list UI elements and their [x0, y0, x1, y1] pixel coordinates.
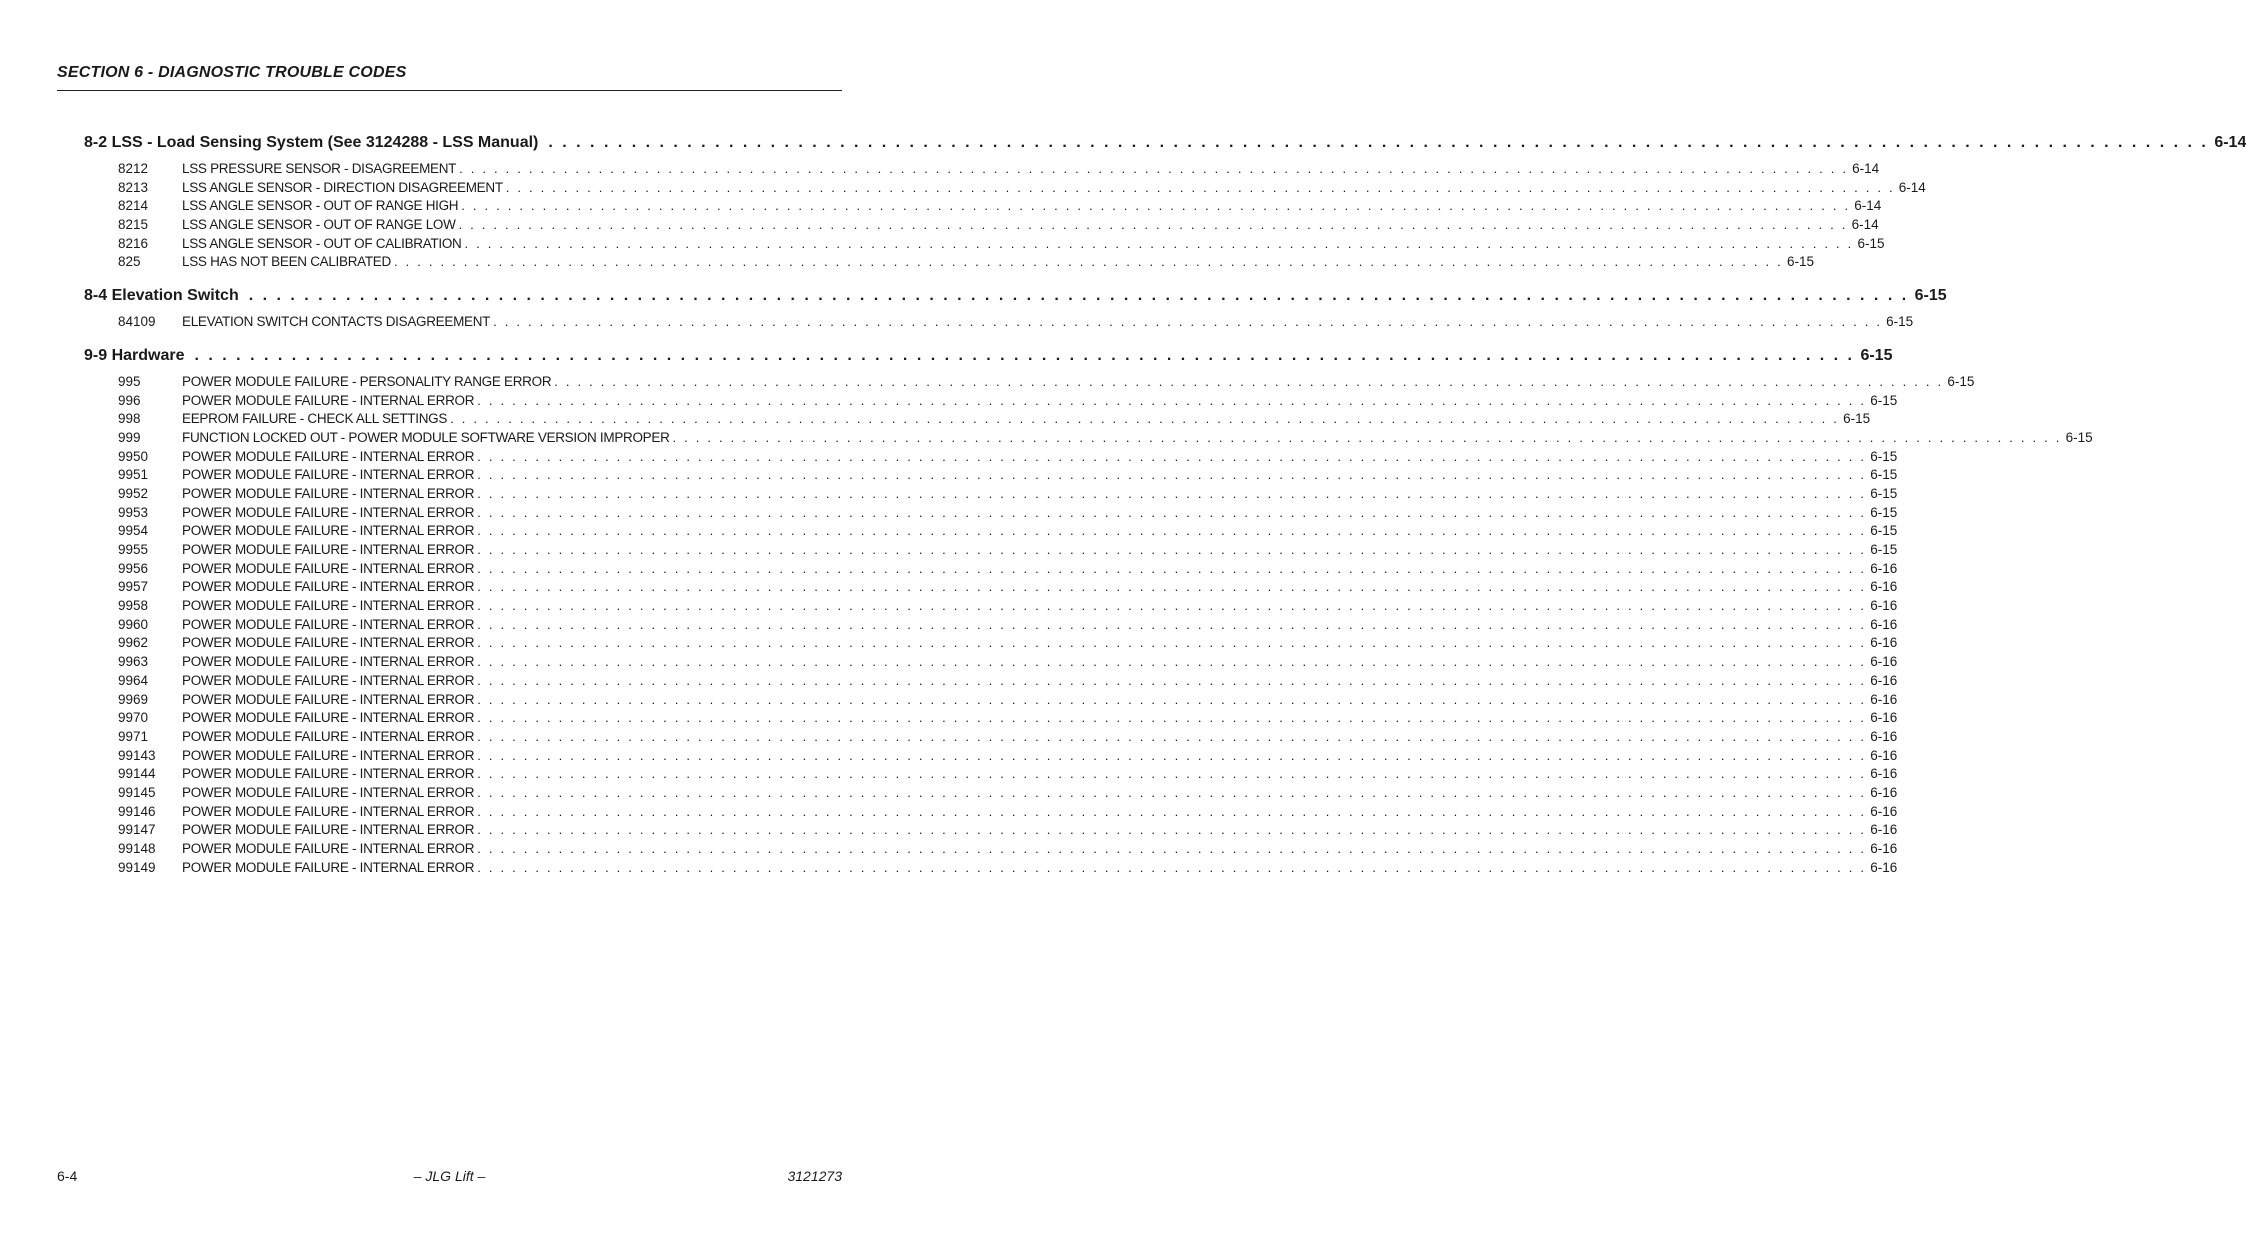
- fault-code: 9962: [118, 635, 149, 651]
- entry-page: 6-15: [1870, 392, 1898, 408]
- page-header: [57, 64, 842, 82]
- dot-leader: . . . . . . . . . . . . . . . . . . . . . . . . . . . . . . . . . . . . . . . . . . . . . . . . . . . . . . . . . . . . . . . . . . . . . . . . . . . . . . . . . . . . . . . . . . . . . . . . . . . . . . . . . . . . . . . . . . . . . . . .: [477, 728, 1867, 744]
- fault-description: POWER MODULE FAILURE - PERSONALITY RANGE ERROR: [182, 373, 552, 389]
- entry-page: 6-16: [1870, 672, 1898, 688]
- fault-code: 99146: [118, 803, 156, 819]
- fault-code: 8215: [118, 217, 149, 233]
- fault-code: 9957: [118, 579, 149, 595]
- fault-description: POWER MODULE FAILURE - INTERNAL ERROR: [182, 672, 475, 688]
- dot-leader: . . . . . . . . . . . . . . . . . . . . . . . . . . . . . . . . . . . . . . . . . . . . . . . . . . . . . . . . . . . . . . . . . . . . . . . . . . . . . . . . . . . . . . . . . . . . . . . . . . . . . . . . . . . . . . . . . . . . . . . .: [477, 485, 1867, 501]
- dot-leader: . . . . . . . . . . . . . . . . . . . . . . . . . . . . . . . . . . . . . . . . . . . . . . . . . . . . . . . . . . . . . . . . . . . . . . . . . . . . . . . . . . . . . . . . . . . . . . . . . . . . . . . . . . . . . . . . . . . . . . . .: [477, 841, 1867, 856]
- toc-entry: [84, 784, 1898, 804]
- entry-page: 6-16: [1870, 579, 1898, 595]
- dot-leader: . . . . . . . . . . . . . . . . . . . . . . . . . . . . . . . . . . . . . . . . . . . . . . . . . . . . . . . . . . . . . . . . . . . . . . . . . . . . . . . . . . . . . . . . . . . . . . . . . . . . . . . . . . . . . . . . . . . . . . . .: [477, 560, 1867, 576]
- fault-description: POWER MODULE FAILURE - INTERNAL ERROR: [182, 691, 475, 707]
- entry-page: 6-15: [1787, 254, 1815, 270]
- fault-description: FUNCTION LOCKED OUT - POWER MODULE SOFTWARE VERSION IMPROPER: [182, 429, 670, 445]
- fault-code: 825: [118, 254, 141, 270]
- dot-leader: . . . . . . . . . . . . . . . . . . . . . . . . . . . . . . . . . . . . . . . . . . . . . . . . . . . . . . . . . . . . . . . . . . . . . . . . . . . . . . . . . . . . . . . . . . . . . . . . . . . . . . . . . . . . . . . . . . . . . . . .: [477, 859, 1867, 875]
- dot-leader: . . . . . . . . . . . . . . . . . . . . . . . . . . . . . . . . . . . . . . . . . . . . . . . . . . . . . . . . . . . . . . . . . . . . . . . . . . . . . . . . . . . . . . . . . . . . . . . . . . . . . . . . . . . . . . . . . . . . . . . .: [450, 411, 1840, 427]
- entry-page: 6-16: [1870, 859, 1898, 875]
- toc-entry-list: [84, 161, 1926, 273]
- table-of-contents: [84, 134, 2246, 892]
- fault-code: 9953: [118, 504, 149, 520]
- toc-entry: [84, 803, 1898, 823]
- toc-entry: [84, 198, 1882, 217]
- fault-code: 9956: [118, 560, 149, 576]
- toc-entry: [84, 710, 1898, 729]
- dot-leader: . . . . . . . . . . . . . . . . . . . . . . . . . . . . . . . . . . . . . . . . . . . . . . . . . . . . . . . . . . . . . . . . . . . . . . . . . . . . . . . . . . . . . . . . . . . . . . . . . . . . . . . . . . . . . . . . . . . . . . . .: [477, 691, 1867, 707]
- toc-entry-list: [84, 373, 2093, 879]
- toc-section-title: 8-4 Elevation Switch: [84, 287, 239, 305]
- entry-page: 6-16: [1870, 803, 1898, 819]
- toc-entry: [84, 672, 1898, 692]
- toc-section-page: 6-14: [2214, 134, 2246, 151]
- toc-entry: [84, 766, 1898, 785]
- toc-section: [84, 287, 1947, 333]
- header-rule: [57, 90, 842, 91]
- toc-entry: [84, 523, 1898, 542]
- toc-entry: [84, 635, 1898, 654]
- entry-page: 6-15: [1870, 448, 1898, 464]
- dot-leader: . . . . . . . . . . . . . . . . . . . . . . . . . . . . . . . . . . . . . . . . . . . . . . . . . . . . . . . . . . . . . . . . . . . . . . . . . . . . . . . . . . . . . . . . . . . . . . . . . . . . . . . . . . . . . . . . . . . . . . . .: [459, 161, 1849, 176]
- toc-section-heading: [84, 287, 1947, 309]
- dot-leader: . . . . . . . . . . . . . . . . . . . . . . . . . . . . . . . . . . . . . . . . . . . . . . . . . . . . . . . . . . . . . . . . . . . . . . . . . . . . . . . . . . . . . . . . . . . . . . . . . . . . . . . . . . . . . . . . . . . . . . . .: [672, 429, 2062, 445]
- fault-code: 998: [118, 411, 141, 427]
- dot-leader: . . . . . . . . . . . . . . . . . . . . . . . . . . . . . . . . . . . . . . . . . . . . . . . . . . . . . . . . . . . . . . . . . . . . . . . . . . . . . . . . . . . . . . . . . . . . . . . . . . . . . . . . . . . . . . . . . . . . . . . .: [194, 346, 1855, 364]
- fault-code: 9971: [118, 728, 149, 744]
- fault-description: POWER MODULE FAILURE - INTERNAL ERROR: [182, 504, 475, 520]
- fault-description: POWER MODULE FAILURE - INTERNAL ERROR: [182, 784, 475, 800]
- entry-page: 6-16: [1870, 616, 1898, 632]
- fault-description: POWER MODULE FAILURE - INTERNAL ERROR: [182, 710, 475, 726]
- fault-code: 99143: [118, 747, 156, 763]
- toc-entry: [84, 579, 1898, 598]
- toc-entry: [84, 314, 1914, 333]
- footer-page-number: 6-4: [57, 1168, 78, 1184]
- dot-leader: . . . . . . . . . . . . . . . . . . . . . . . . . . . . . . . . . . . . . . . . . . . . . . . . . . . . . . . . . . . . . . . . . . . . . . . . . . . . . . . . . . . . . . . . . . . . . . . . . . . . . . . . . . . . . . . . . . . . . . . .: [477, 803, 1867, 819]
- dot-leader: . . . . . . . . . . . . . . . . . . . . . . . . . . . . . . . . . . . . . . . . . . . . . . . . . . . . . . . . . . . . . . . . . . . . . . . . . . . . . . . . . . . . . . . . . . . . . . . . . . . . . . . . . . . . . . . . . . . . . . . .: [464, 235, 1854, 251]
- dot-leader: . . . . . . . . . . . . . . . . . . . . . . . . . . . . . . . . . . . . . . . . . . . . . . . . . . . . . . . . . . . . . . . . . . . . . . . . . . . . . . . . . . . . . . . . . . . . . . . . . . . . . . . . . . . . . . . . . . . . . . . .: [477, 542, 1867, 557]
- fault-description: LSS ANGLE SENSOR - OUT OF CALIBRATION: [182, 235, 462, 251]
- entry-page: 6-15: [1870, 467, 1898, 483]
- entry-page: 6-16: [1870, 710, 1898, 726]
- footer-publisher: – JLG Lift –: [413, 1168, 486, 1184]
- dot-leader: . . . . . . . . . . . . . . . . . . . . . . . . . . . . . . . . . . . . . . . . . . . . . . . . . . . . . . . . . . . . . . . . . . . . . . . . . . . . . . . . . . . . . . . . . . . . . . . . . . . . . . . . . . . . . . . . . . . . . . . .: [554, 373, 1944, 389]
- entry-page: 6-16: [1870, 728, 1898, 744]
- fault-code: 99147: [118, 822, 156, 838]
- dot-leader: . . . . . . . . . . . . . . . . . . . . . . . . . . . . . . . . . . . . . . . . . . . . . . . . . . . . . . . . . . . . . . . . . . . . . . . . . . . . . . . . . . . . . . . . . . . . . . . . . . . . . . . . . . . . . . . . . . . . . . . .: [393, 254, 1783, 270]
- toc-entry: [84, 822, 1898, 841]
- fault-description: POWER MODULE FAILURE - INTERNAL ERROR: [182, 467, 475, 483]
- toc-entry: [84, 411, 1871, 430]
- entry-page: 6-15: [1886, 314, 1914, 330]
- fault-description: LSS ANGLE SENSOR - DIRECTION DISAGREEMENT: [182, 179, 503, 195]
- entry-page: 6-14: [1854, 198, 1882, 214]
- dot-leader: . . . . . . . . . . . . . . . . . . . . . . . . . . . . . . . . . . . . . . . . . . . . . . . . . . . . . . . . . . . . . . . . . . . . . . . . . . . . . . . . . . . . . . . . . . . . . . . . . . . . . . . . . . . . . . . . . . . . . . . .: [477, 579, 1867, 595]
- fault-code: 995: [118, 373, 141, 389]
- dot-leader: . . . . . . . . . . . . . . . . . . . . . . . . . . . . . . . . . . . . . . . . . . . . . . . . . . . . . . . . . . . . . . . . . . . . . . . . . . . . . . . . . . . . . . . . . . . . . . . . . . . . . . . . . . . . . . . . . . . . . . . .: [477, 598, 1867, 614]
- dot-leader: . . . . . . . . . . . . . . . . . . . . . . . . . . . . . . . . . . . . . . . . . . . . . . . . . . . . . . . . . . . . . . . . . . . . . . . . . . . . . . . . . . . . . . . . . . . . . . . . . . . . . . . . . . . . . . . . . . . . . . . .: [477, 523, 1867, 539]
- entry-page: 6-15: [1843, 411, 1871, 427]
- fault-code: 8213: [118, 179, 149, 195]
- entry-page: 6-15: [1870, 504, 1898, 520]
- entry-page: 6-15: [1870, 542, 1898, 557]
- entry-page: 6-14: [1851, 217, 1879, 233]
- fault-code: 9970: [118, 710, 149, 726]
- toc-entry: [84, 598, 1898, 617]
- fault-description: POWER MODULE FAILURE - INTERNAL ERROR: [182, 392, 475, 408]
- fault-description: POWER MODULE FAILURE - INTERNAL ERROR: [182, 766, 475, 782]
- toc-section-heading: [84, 346, 1893, 369]
- fault-code: 999: [118, 429, 141, 445]
- fault-description: POWER MODULE FAILURE - INTERNAL ERROR: [182, 542, 475, 557]
- toc-entry: [84, 429, 2093, 449]
- fault-code: 9952: [118, 485, 149, 501]
- entry-page: 6-16: [1870, 635, 1898, 651]
- fault-description: LSS PRESSURE SENSOR - DISAGREEMENT: [182, 161, 457, 176]
- toc-entry: [84, 254, 1815, 273]
- entry-page: 6-16: [1870, 691, 1898, 707]
- toc-entry: [84, 373, 1975, 393]
- fault-code: 84109: [118, 314, 156, 330]
- fault-description: POWER MODULE FAILURE - INTERNAL ERROR: [182, 485, 475, 501]
- entry-page: 6-16: [1870, 747, 1898, 763]
- fault-description: POWER MODULE FAILURE - INTERNAL ERROR: [182, 616, 475, 632]
- toc-entry: [84, 560, 1898, 580]
- dot-leader: . . . . . . . . . . . . . . . . . . . . . . . . . . . . . . . . . . . . . . . . . . . . . . . . . . . . . . . . . . . . . . . . . . . . . . . . . . . . . . . . . . . . . . . . . . . . . . . . . . . . . . . . . . . . . . . . . . . . . . . .: [477, 672, 1867, 688]
- entry-page: 6-16: [1870, 822, 1898, 838]
- toc-entry: [84, 235, 1885, 255]
- toc-entry: [84, 616, 1898, 636]
- dot-leader: . . . . . . . . . . . . . . . . . . . . . . . . . . . . . . . . . . . . . . . . . . . . . . . . . . . . . . . . . . . . . . . . . . . . . . . . . . . . . . . . . . . . . . . . . . . . . . . . . . . . . . . . . . . . . . . . . . . . . . . .: [477, 784, 1867, 800]
- fault-code: 99149: [118, 859, 156, 875]
- dot-leader: . . . . . . . . . . . . . . . . . . . . . . . . . . . . . . . . . . . . . . . . . . . . . . . . . . . . . . . . . . . . . . . . . . . . . . . . . . . . . . . . . . . . . . . . . . . . . . . . . . . . . . . . . . . . . . . . . . . . . . . .: [477, 710, 1867, 726]
- toc-entry: [84, 448, 1898, 468]
- toc-entry: [84, 161, 1880, 180]
- toc-entry: [84, 467, 1898, 486]
- fault-code: 9964: [118, 672, 149, 688]
- entry-page: 6-16: [1870, 598, 1898, 614]
- fault-code: 99145: [118, 784, 156, 800]
- toc-section: [84, 346, 2093, 879]
- fault-description: POWER MODULE FAILURE - INTERNAL ERROR: [182, 859, 475, 875]
- fault-code: 9960: [118, 616, 149, 632]
- entry-page: 6-15: [1947, 373, 1975, 389]
- toc-entry: [84, 747, 1898, 767]
- fault-code: 99148: [118, 841, 156, 856]
- toc-entry: [84, 542, 1898, 561]
- fault-code: 9969: [118, 691, 149, 707]
- entry-page: 6-14: [1852, 161, 1880, 176]
- dot-leader: . . . . . . . . . . . . . . . . . . . . . . . . . . . . . . . . . . . . . . . . . . . . . . . . . . . . . . . . . . . . . . . . . . . . . . . . . . . . . . . . . . . . . . . . . . . . . . . . . . . . . . . . . . . . . . . . . . . . . . . .: [477, 504, 1867, 520]
- footer-doc-number: 3121273: [787, 1168, 842, 1184]
- toc-entry: [84, 728, 1898, 748]
- fault-description: POWER MODULE FAILURE - INTERNAL ERROR: [182, 747, 475, 763]
- toc-entry: [84, 841, 1898, 860]
- entry-page: 6-16: [1870, 841, 1898, 856]
- toc-entry: [84, 504, 1898, 524]
- toc-entry: [84, 691, 1898, 711]
- fault-description: POWER MODULE FAILURE - INTERNAL ERROR: [182, 579, 475, 595]
- entry-page: 6-15: [1870, 523, 1898, 539]
- fault-description: POWER MODULE FAILURE - INTERNAL ERROR: [182, 448, 475, 464]
- fault-description: POWER MODULE FAILURE - INTERNAL ERROR: [182, 598, 475, 614]
- toc-entry: [84, 654, 1898, 673]
- entry-page: 6-15: [1870, 485, 1898, 501]
- toc-entry-list: [84, 314, 1914, 333]
- dot-leader: . . . . . . . . . . . . . . . . . . . . . . . . . . . . . . . . . . . . . . . . . . . . . . . . . . . . . . . . . . . . . . . . . . . . . . . . . . . . . . . . . . . . . . . . . . . . . . . . . . . . . . . . . . . . . . . . . . . . . . . .: [477, 822, 1867, 838]
- fault-code: 9958: [118, 598, 149, 614]
- dot-leader: . . . . . . . . . . . . . . . . . . . . . . . . . . . . . . . . . . . . . . . . . . . . . . . . . . . . . . . . . . . . . . . . . . . . . . . . . . . . . . . . . . . . . . . . . . . . . . . . . . . . . . . . . . . . . . . . . . . . . . . .: [248, 287, 1909, 305]
- fault-code: 99144: [118, 766, 156, 782]
- fault-description: POWER MODULE FAILURE - INTERNAL ERROR: [182, 841, 475, 856]
- entry-page: 6-14: [1898, 179, 1926, 195]
- fault-code: 996: [118, 392, 141, 408]
- toc-entry: [84, 179, 1926, 199]
- toc-entry: [84, 392, 1898, 412]
- dot-leader: . . . . . . . . . . . . . . . . . . . . . . . . . . . . . . . . . . . . . . . . . . . . . . . . . . . . . . . . . . . . . . . . . . . . . . . . . . . . . . . . . . . . . . . . . . . . . . . . . . . . . . . . . . . . . . . . . . . . . . . .: [548, 134, 2209, 151]
- fault-description: POWER MODULE FAILURE - INTERNAL ERROR: [182, 654, 475, 670]
- entry-page: 6-15: [1857, 235, 1885, 251]
- dot-leader: . . . . . . . . . . . . . . . . . . . . . . . . . . . . . . . . . . . . . . . . . . . . . . . . . . . . . . . . . . . . . . . . . . . . . . . . . . . . . . . . . . . . . . . . . . . . . . . . . . . . . . . . . . . . . . . . . . . . . . . .: [477, 654, 1867, 670]
- dot-leader: . . . . . . . . . . . . . . . . . . . . . . . . . . . . . . . . . . . . . . . . . . . . . . . . . . . . . . . . . . . . . . . . . . . . . . . . . . . . . . . . . . . . . . . . . . . . . . . . . . . . . . . . . . . . . . . . . . . . . . . .: [458, 217, 1848, 233]
- dot-leader: . . . . . . . . . . . . . . . . . . . . . . . . . . . . . . . . . . . . . . . . . . . . . . . . . . . . . . . . . . . . . . . . . . . . . . . . . . . . . . . . . . . . . . . . . . . . . . . . . . . . . . . . . . . . . . . . . . . . . . . .: [477, 635, 1867, 651]
- fault-description: EEPROM FAILURE - CHECK ALL SETTINGS: [182, 411, 448, 427]
- toc-section-title: 9-9 Hardware: [84, 346, 185, 364]
- fault-description: POWER MODULE FAILURE - INTERNAL ERROR: [182, 803, 475, 819]
- fault-description: POWER MODULE FAILURE - INTERNAL ERROR: [182, 728, 475, 744]
- fault-description: LSS ANGLE SENSOR - OUT OF RANGE HIGH: [182, 198, 459, 214]
- entry-page: 6-16: [1870, 654, 1898, 670]
- fault-code: 8212: [118, 161, 149, 176]
- dot-leader: . . . . . . . . . . . . . . . . . . . . . . . . . . . . . . . . . . . . . . . . . . . . . . . . . . . . . . . . . . . . . . . . . . . . . . . . . . . . . . . . . . . . . . . . . . . . . . . . . . . . . . . . . . . . . . . . . . . . . . . .: [461, 198, 1851, 214]
- entry-page: 6-16: [1870, 766, 1898, 782]
- toc-section-page: 6-15: [1914, 287, 1947, 305]
- dot-leader: . . . . . . . . . . . . . . . . . . . . . . . . . . . . . . . . . . . . . . . . . . . . . . . . . . . . . . . . . . . . . . . . . . . . . . . . . . . . . . . . . . . . . . . . . . . . . . . . . . . . . . . . . . . . . . . . . . . . . . . .: [477, 467, 1867, 483]
- fault-code: 9955: [118, 542, 149, 557]
- entry-page: 6-15: [2065, 429, 2093, 445]
- dot-leader: . . . . . . . . . . . . . . . . . . . . . . . . . . . . . . . . . . . . . . . . . . . . . . . . . . . . . . . . . . . . . . . . . . . . . . . . . . . . . . . . . . . . . . . . . . . . . . . . . . . . . . . . . . . . . . . . . . . . . . . .: [477, 392, 1867, 408]
- dot-leader: . . . . . . . . . . . . . . . . . . . . . . . . . . . . . . . . . . . . . . . . . . . . . . . . . . . . . . . . . . . . . . . . . . . . . . . . . . . . . . . . . . . . . . . . . . . . . . . . . . . . . . . . . . . . . . . . . . . . . . . .: [477, 747, 1867, 763]
- dot-leader: . . . . . . . . . . . . . . . . . . . . . . . . . . . . . . . . . . . . . . . . . . . . . . . . . . . . . . . . . . . . . . . . . . . . . . . . . . . . . . . . . . . . . . . . . . . . . . . . . . . . . . . . . . . . . . . . . . . . . . . .: [477, 616, 1867, 632]
- toc-section-page: 6-15: [1860, 346, 1893, 364]
- section-title: SECTION 6 - DIAGNOSTIC TROUBLE CODES: [57, 64, 407, 81]
- entry-page: 6-16: [1870, 560, 1898, 576]
- fault-description: POWER MODULE FAILURE - INTERNAL ERROR: [182, 635, 475, 651]
- dot-leader: . . . . . . . . . . . . . . . . . . . . . . . . . . . . . . . . . . . . . . . . . . . . . . . . . . . . . . . . . . . . . . . . . . . . . . . . . . . . . . . . . . . . . . . . . . . . . . . . . . . . . . . . . . . . . . . . . . . . . . . .: [505, 179, 1895, 195]
- fault-code: 8216: [118, 235, 149, 251]
- toc-section: [84, 134, 2246, 273]
- fault-description: POWER MODULE FAILURE - INTERNAL ERROR: [182, 560, 475, 576]
- fault-description: POWER MODULE FAILURE - INTERNAL ERROR: [182, 822, 475, 838]
- fault-description: LSS ANGLE SENSOR - OUT OF RANGE LOW: [182, 217, 456, 233]
- toc-entry: [84, 485, 1898, 505]
- entry-page: 6-16: [1870, 784, 1898, 800]
- fault-description: LSS HAS NOT BEEN CALIBRATED: [182, 254, 391, 270]
- dot-leader: . . . . . . . . . . . . . . . . . . . . . . . . . . . . . . . . . . . . . . . . . . . . . . . . . . . . . . . . . . . . . . . . . . . . . . . . . . . . . . . . . . . . . . . . . . . . . . . . . . . . . . . . . . . . . . . . . . . . . . . .: [493, 314, 1883, 330]
- fault-description: ELEVATION SWITCH CONTACTS DISAGREEMENT: [182, 314, 491, 330]
- toc-entry: [84, 859, 1898, 879]
- fault-code: 9950: [118, 448, 149, 464]
- fault-description: POWER MODULE FAILURE - INTERNAL ERROR: [182, 523, 475, 539]
- dot-leader: . . . . . . . . . . . . . . . . . . . . . . . . . . . . . . . . . . . . . . . . . . . . . . . . . . . . . . . . . . . . . . . . . . . . . . . . . . . . . . . . . . . . . . . . . . . . . . . . . . . . . . . . . . . . . . . . . . . . . . . .: [477, 448, 1867, 464]
- dot-leader: . . . . . . . . . . . . . . . . . . . . . . . . . . . . . . . . . . . . . . . . . . . . . . . . . . . . . . . . . . . . . . . . . . . . . . . . . . . . . . . . . . . . . . . . . . . . . . . . . . . . . . . . . . . . . . . . . . . . . . . .: [477, 766, 1867, 782]
- toc-section-title: 8-2 LSS - Load Sensing System (See 3124288 - LSS Manual): [84, 134, 539, 151]
- fault-code: 8214: [118, 198, 149, 214]
- toc-section-heading: [84, 134, 2246, 156]
- fault-code: 9963: [118, 654, 149, 670]
- fault-code: 9951: [118, 467, 149, 483]
- toc-entry: [84, 217, 1879, 236]
- fault-code: 9954: [118, 523, 149, 539]
